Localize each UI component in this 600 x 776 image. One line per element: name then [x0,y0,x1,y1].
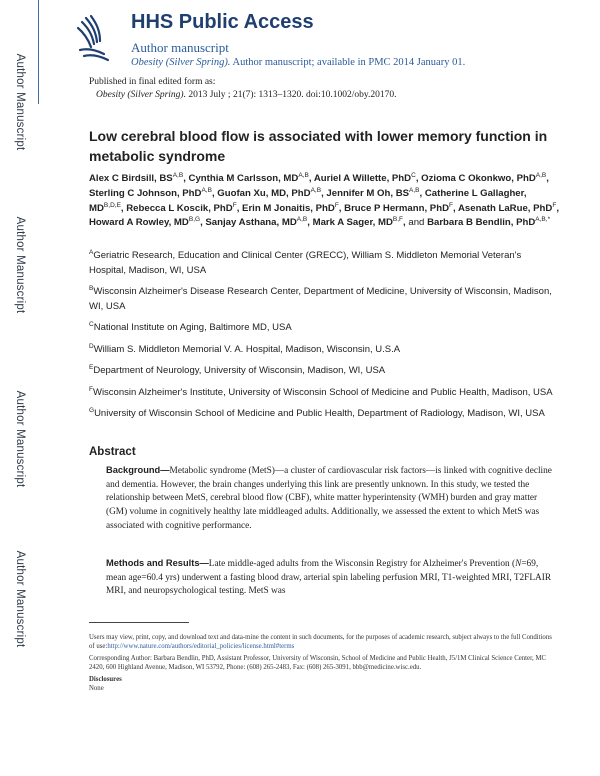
author-affiliation-marker: A,B [296,216,308,224]
footnote-divider [89,622,189,623]
sidebar-label: Author Manuscript [14,53,26,151]
methods-label: Methods and Results— [106,558,209,568]
paper-title: Low cerebral blood flow is associated with lower memory function in metabolic syndrome [89,128,548,164]
journal-availability [131,57,465,68]
author-name: Alex C Birdsill, BS [89,173,173,184]
author-entry [344,203,453,214]
author-affiliation-marker: B,G [188,216,201,224]
disclosures-text: None [89,684,104,692]
affiliation-item [89,285,559,314]
footnotes [89,634,559,694]
availability-text: Author manuscript; available in PMC 2014 January 01. [232,57,466,68]
citation-text: 2013 July ; 21(7): 1313–1320. doi:10.1002/oby.20170. [188,90,397,100]
affiliation-marker: B [89,284,94,292]
affiliation-item [89,407,559,422]
affiliation-item [89,249,559,278]
affiliation-marker: D [89,342,94,350]
author-name: Mark A Sager, MD [312,217,393,229]
affiliation-text: Wisconsin Alzheimer's Disease Research Center, Department of Medicine, University of Wisconsin, Madison, WI, USA [89,286,552,312]
author-affiliation-marker: A,B [409,186,420,194]
author-entry [205,217,307,228]
affiliation-item [89,386,559,401]
author-name: Rebecca L Koscik, PhD [126,202,233,214]
author-affiliation-marker: F [552,201,557,209]
affiliation-item [89,343,559,358]
author-name: Catherine L Gallagher, MD [89,187,527,214]
author-entry [458,203,556,214]
affiliation-marker: E [89,363,94,371]
affiliation-list [89,249,559,429]
published-label: Published in final edited form as: [89,77,216,87]
author-affiliation-marker: A,B [298,171,309,179]
affiliation-marker: F [89,385,93,393]
terms-link[interactable]: http://www.nature.com/authors/editorial_policies/license.html#terms [107,642,295,650]
author-entry [126,203,236,214]
author-entry [314,173,416,184]
author-name: Jennifer M Oh, BS [326,187,410,199]
author-affiliation-marker: C [411,171,416,179]
sidebar-label: Author Manuscript [14,390,26,488]
affiliation-marker: A [89,248,94,256]
author-affiliation-marker: A,B [201,186,212,194]
author-affiliation-marker: F [232,201,237,209]
rights-text: Users may view, print, copy, and download text and data-mine the content in such documents, for the purposes of academic research, subject always to the full Conditions of use: [89,634,552,650]
methods-text: Late middle-aged adults from the Wisconsin Registry for Alzheimer's Prevention ( [208,559,516,569]
author-name: Auriel A Willette, PhD [313,173,412,184]
corresponding-author: Corresponding Author: Barbara Bendlin, PhD, Assistant Professor, University of Wisconsin, School of Medicine and Public Health, J5/1M Clinical Science Center, MC 2420, 600 Highland Avenue, Madison, WI 53792, Phone: (608) 265-2483, Fax: (608) 265-3091, bbb@medicine.wisc.edu. [89,655,547,671]
affiliation-text: Department of Neurology, University of Wisconsin, Madison, WI, USA [93,365,386,376]
affiliation-text: University of Wisconsin School of Medicine and Public Health, Department of Radiology, Madison, WI, USA [94,408,545,419]
author-entry [326,188,419,199]
author-name: Guofan Xu, MD, PhD [217,187,311,199]
journal-name: Obesity (Silver Spring). [131,57,231,68]
affiliation-item [89,321,559,336]
author-entry [427,217,550,228]
author-name: Bruce P Hermann, PhD [344,202,449,214]
hhs-public-access-title: HHS Public Access [131,11,314,33]
author-name: Sterling C Johnson, PhD [89,187,202,199]
published-journal: Obesity (Silver Spring). [96,90,186,100]
background-text: Metabolic syndrome (MetS)—a cluster of cardiovascular risk factors—is linked with cognitive decline and dementia. However, the brain changes underlying this link are presently unknown. In this study, we tested the relationship between MetS, cerebral blood flow (CBF), white matter hyperintensity (WMH) burden and gray matter (GM) volume in cognitively healthy late middleaged adults. Additionally, we assessed the extent to which MetS was associated with cognitive performance. [106,466,552,531]
author-name: Ozioma C Okonkwo, PhD [421,173,536,184]
published-citation [96,90,396,100]
abstract-methods [106,557,556,599]
affiliation-text: Wisconsin Alzheimer's Institute, University of Wisconsin School of Medicine and Public Health, Madison, USA [92,386,553,398]
affiliation-text: National Institute on Aging, Baltimore MD, USA [93,322,292,333]
author-name: Howard A Rowley, MD [89,217,189,229]
author-affiliation-marker: F [449,201,453,209]
disclosures-heading: Disclosures [89,676,122,684]
background-label: Background— [106,465,170,475]
methods-text-cont: =69, mean age=60.4 yrs) underwent a fasting blood draw, arterial spin labeling perfusion MRI, T1-weighted MRI, T2FLAIR MRI, and neuropsychological testing. MetS was [106,559,552,597]
author-affiliation-marker: A,B [310,186,322,194]
author-affiliation-marker: B,F [392,216,404,224]
author-entry [421,173,546,184]
author-entry [89,188,212,199]
author-name: Barbara B Bendlin, PhD [427,217,536,229]
abstract-heading: Abstract [89,446,136,458]
author-entry [313,217,403,228]
affiliation-item [89,364,559,379]
author-affiliation-marker: A,B [172,171,184,179]
author-list: Alex C Birdsill, $BS^{A,B}$, Cynthia M Carlsson, $MD^{A,B}$, Auriel A Willette, PhD$^C$, Ozioma C Okonkwo, PhD$^{A,B}$, Sterling C Johnson, PhD$^{A,B}$, Guofan Xu, MD, PhD$^{A,B}$, Jennifer M Oh, $BS^{A,B}$, Catherine L Gallagher, $MD^{B,D,E}$, Rebecca L Koscik, PhD$^F$, Erin M Jonaitis, PhD$^F$, Bruce P Hermann, PhD$^F$, Asenath LaRue, PhD$^F$, Howard A Rowley, $MD^{B,G}$, Sanjay Asthana, $MD^{A,B}$, Mark A Sager, $MD^{B,F}$, and Barbara B Bendlin, PhD$^{A,B,*}$ [89,171,559,229]
author-entry [89,173,183,184]
hhs-eagle-logo-icon [74,14,112,64]
author-name: Erin M Jonaitis, PhD [242,202,335,214]
author-entry [217,188,321,199]
author-affiliation-marker: F [334,201,339,209]
author-affiliation-marker: A,B,* [535,216,551,224]
author-entry [242,203,339,214]
affiliation-marker: G [89,406,95,414]
author-affiliation-marker: B,D,E [103,201,121,209]
affiliation-marker: C [89,320,94,328]
affiliation-text: William S. Middleton Memorial V. A. Hospital, Madison, Wisconsin, U.S.A [93,343,401,355]
author-manuscript-sidebar [0,0,40,776]
author-name: Sanjay Asthana, MD [205,217,297,229]
author-entry [189,173,309,184]
methods-n: N [515,559,522,569]
affiliation-text: Geriatric Research, Education and Clinical Center (GRECC), William S. Middleton Memorial Veteran's Hospital, Madison, WI, USA [89,250,522,276]
rights-notice [89,634,559,651]
sidebar-label: Author Manuscript [14,550,26,648]
author-entry [89,217,200,228]
sidebar-divider [38,0,39,104]
abstract-background [106,464,556,534]
author-name: Cynthia M Carlsson, MD [188,173,299,184]
sidebar-label: Author Manuscript [14,216,26,314]
author-and: and [408,217,425,229]
author-name: Asenath LaRue, PhD [457,202,553,214]
author-manuscript-subtitle: Author manuscript [131,40,229,55]
author-affiliation-marker: A,B [535,171,547,179]
